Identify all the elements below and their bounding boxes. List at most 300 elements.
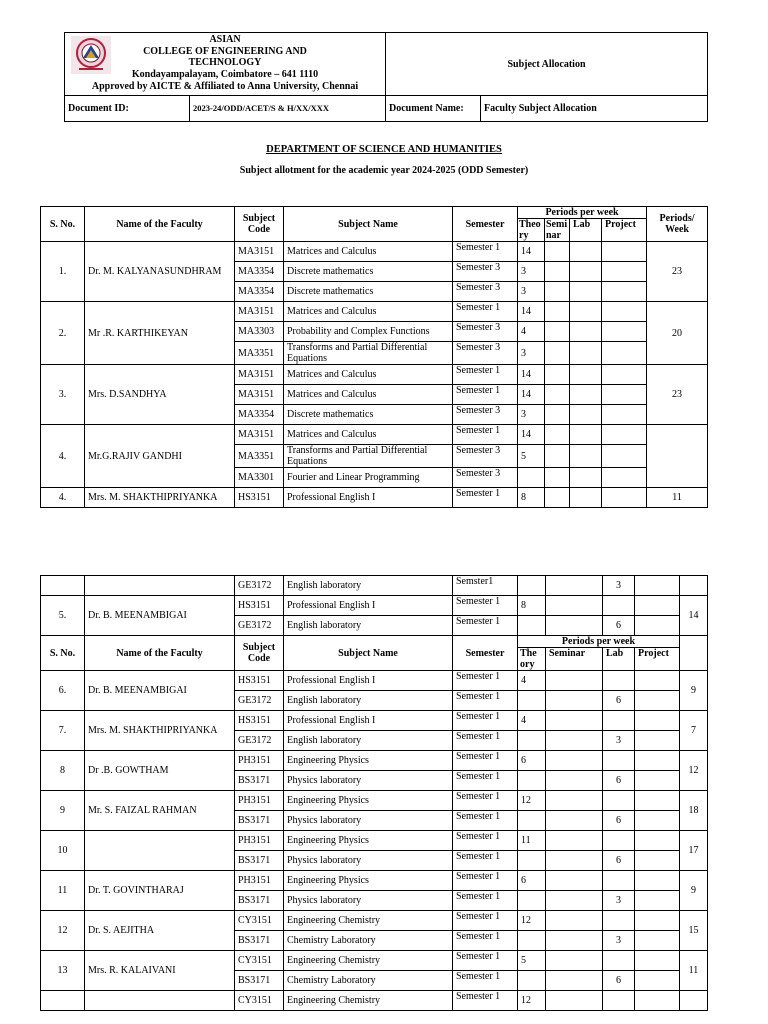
lab-periods: 6: [603, 971, 635, 991]
subject-name: Engineering Chemistry: [284, 991, 453, 1011]
faculty-name: Dr. B. MEENAMBIGAI: [85, 596, 235, 636]
project-periods: [602, 342, 647, 365]
table-row: [41, 791, 708, 811]
semester: Semester 3: [453, 405, 518, 425]
col-periods: Periods per week: [518, 207, 647, 219]
lab-periods: [603, 831, 635, 851]
subject-code: MA3303: [235, 322, 284, 342]
total-periods: [680, 576, 708, 596]
col-theory: The ory: [518, 648, 546, 671]
project-periods: [635, 731, 680, 751]
lab-periods: 6: [603, 691, 635, 711]
subject-name: Discrete mathematics: [284, 405, 453, 425]
seminar-periods: [546, 951, 603, 971]
serial-number: [41, 991, 85, 1011]
subject-code: CY3151: [235, 911, 284, 931]
total-periods: 20: [647, 302, 708, 365]
project-periods: [635, 791, 680, 811]
project-periods: [635, 811, 680, 831]
doc-id-value: 2023-24/ODD/ACET/S & H/XX/XXX: [190, 96, 386, 122]
subject-code: GE3172: [235, 616, 284, 636]
col-subject: Subject Name: [284, 207, 453, 242]
lab-periods: [570, 445, 602, 468]
lab-periods: [570, 488, 602, 508]
semester: Semester 1: [453, 731, 518, 751]
subject-name: Transforms and Partial Differential Equations: [284, 342, 453, 365]
semester: Semester 1: [453, 791, 518, 811]
subject-code: GE3172: [235, 731, 284, 751]
project-periods: [635, 971, 680, 991]
theory-periods: [518, 576, 546, 596]
seminar-periods: [546, 851, 603, 871]
seminar-periods: [546, 811, 603, 831]
seminar-periods: [546, 616, 603, 636]
semester: Semester 1: [453, 242, 518, 262]
seminar-periods: [545, 262, 570, 282]
lab-periods: 3: [603, 931, 635, 951]
col-faculty: Name of the Faculty: [85, 207, 235, 242]
lab-periods: [603, 871, 635, 891]
lab-periods: 6: [603, 811, 635, 831]
lab-periods: [570, 405, 602, 425]
semester: Semester 1: [453, 931, 518, 951]
faculty-name: Mr.G.RAJIV GANDHI: [85, 425, 235, 488]
subject-code: MA3351: [235, 342, 284, 365]
faculty-name: [85, 991, 235, 1011]
lab-periods: [603, 991, 635, 1011]
semester: Semester 1: [453, 991, 518, 1011]
semester: Semester 1: [453, 302, 518, 322]
semester: Semester 1: [453, 385, 518, 405]
subject-code: CY3151: [235, 951, 284, 971]
semester: Semester 1: [453, 365, 518, 385]
theory-periods: [518, 731, 546, 751]
faculty-name: Mrs. R. KALAIVANI: [85, 951, 235, 991]
theory-periods: 4: [518, 322, 545, 342]
serial-number: 4.: [41, 425, 85, 488]
theory-periods: 8: [518, 488, 545, 508]
semester: Semester 3: [453, 322, 518, 342]
subject-name: Physics laboratory: [284, 851, 453, 871]
semester: Semester 1: [453, 616, 518, 636]
semester: Semester 1: [453, 911, 518, 931]
seminar-periods: [546, 596, 603, 616]
table-row: [41, 911, 708, 931]
project-periods: [635, 851, 680, 871]
theory-periods: [518, 851, 546, 871]
theory-periods: 4: [518, 711, 546, 731]
serial-number: 1.: [41, 242, 85, 302]
subject-code: PH3151: [235, 751, 284, 771]
serial-number: 4.: [41, 488, 85, 508]
seminar-periods: [546, 931, 603, 951]
faculty-name: [85, 576, 235, 596]
project-periods: [602, 445, 647, 468]
seminar-periods: [546, 751, 603, 771]
col-sno: S. No.: [41, 207, 85, 242]
college-line: Approved by AICTE & Affiliated to Anna University, Chennai: [91, 80, 359, 92]
col-code: Subject Code: [235, 636, 284, 671]
subject-code: HS3151: [235, 671, 284, 691]
lab-periods: [570, 302, 602, 322]
seminar-periods: [545, 282, 570, 302]
total-periods: 9: [680, 871, 708, 911]
faculty-name: Dr. M. KALYANASUNDHRAM: [85, 242, 235, 302]
seminar-periods: [546, 576, 603, 596]
theory-periods: 6: [518, 751, 546, 771]
total-periods: 14: [680, 596, 708, 636]
lab-periods: [603, 791, 635, 811]
subject-name: Fourier and Linear Programming: [284, 468, 453, 488]
lab-periods: 3: [603, 576, 635, 596]
lab-periods: [570, 468, 602, 488]
subject-name: Transforms and Partial Differential Equations: [284, 445, 453, 468]
subject-code: MA3354: [235, 262, 284, 282]
theory-periods: 3: [518, 405, 545, 425]
subject-code: MA3354: [235, 282, 284, 302]
faculty-name: Dr. B. MEENAMBIGAI: [85, 671, 235, 711]
document-header: [64, 32, 708, 122]
seminar-periods: [545, 425, 570, 445]
semester: Semester 1: [453, 691, 518, 711]
subject-code: HS3151: [235, 596, 284, 616]
project-periods: [602, 425, 647, 445]
total-periods: 15: [680, 911, 708, 951]
project-periods: [635, 576, 680, 596]
subject-name: Engineering Physics: [284, 831, 453, 851]
col-sno: S. No.: [41, 636, 85, 671]
semester: Semester 3: [453, 342, 518, 365]
col-theory: Theory: [518, 219, 545, 242]
subject-allocation-title: Subject Allocation: [386, 33, 708, 96]
table-row: [41, 576, 708, 596]
lab-periods: 6: [603, 851, 635, 871]
seminar-periods: [546, 711, 603, 731]
seminar-periods: [545, 385, 570, 405]
lab-periods: 6: [603, 771, 635, 791]
theory-periods: [518, 811, 546, 831]
lab-periods: [603, 751, 635, 771]
col-total: Periods/ Week: [647, 207, 708, 242]
theory-periods: 14: [518, 385, 545, 405]
subject-code: GE3172: [235, 576, 284, 596]
subject-name: Chemistry Laboratory: [284, 931, 453, 951]
subject-code: BS3171: [235, 971, 284, 991]
theory-periods: 3: [518, 342, 545, 365]
subject-code: MA3151: [235, 425, 284, 445]
subject-code: MA3351: [235, 445, 284, 468]
theory-periods: 14: [518, 302, 545, 322]
serial-number: 6.: [41, 671, 85, 711]
subject-code: HS3151: [235, 488, 284, 508]
subject-code: BS3171: [235, 891, 284, 911]
semester: Semester 1: [453, 951, 518, 971]
table-row: [41, 596, 708, 616]
project-periods: [635, 991, 680, 1011]
theory-periods: 6: [518, 871, 546, 891]
project-periods: [635, 951, 680, 971]
total-periods: 18: [680, 791, 708, 831]
subject-code: MA3151: [235, 365, 284, 385]
semester: Semester 1: [453, 971, 518, 991]
col-project: Project: [635, 648, 680, 671]
subject-name: Professional English I: [284, 671, 453, 691]
theory-periods: [518, 971, 546, 991]
project-periods: [635, 771, 680, 791]
seminar-periods: [545, 365, 570, 385]
college-line: COLLEGE OF ENGINEERING AND: [143, 45, 307, 57]
table-row: [41, 488, 708, 508]
lab-periods: [570, 282, 602, 302]
semester: Semester 1: [453, 425, 518, 445]
theory-periods: 3: [518, 262, 545, 282]
semester: Semester 1: [453, 671, 518, 691]
table-row: [41, 242, 708, 262]
table-row: [41, 831, 708, 851]
project-periods: [635, 711, 680, 731]
subject-name: Engineering Physics: [284, 751, 453, 771]
subject-name: Matrices and Calculus: [284, 385, 453, 405]
project-periods: [635, 671, 680, 691]
semester: Semester 3: [453, 282, 518, 302]
project-periods: [602, 385, 647, 405]
project-periods: [602, 468, 647, 488]
serial-number: 2.: [41, 302, 85, 365]
faculty-name: [85, 831, 235, 871]
col-seminar: Seminar: [545, 219, 570, 242]
subject-code: GE3172: [235, 691, 284, 711]
col-subject: Subject Name: [284, 636, 453, 671]
lab-periods: [570, 322, 602, 342]
seminar-periods: [545, 342, 570, 365]
col-lab: Lab: [603, 648, 635, 671]
table-row: [41, 711, 708, 731]
col-code: Subject Code: [235, 207, 284, 242]
doc-name-label: Document Name:: [386, 96, 481, 122]
subject-name: Physics laboratory: [284, 771, 453, 791]
semester: Semester 1: [453, 831, 518, 851]
seminar-periods: [546, 911, 603, 931]
college-line: ASIAN: [209, 34, 241, 45]
subject-code: HS3151: [235, 711, 284, 731]
serial-number: 13: [41, 951, 85, 991]
total-periods: 23: [647, 242, 708, 302]
semester: Semester 1: [453, 488, 518, 508]
subject-code: BS3171: [235, 771, 284, 791]
lab-periods: [570, 365, 602, 385]
total-periods: 7: [680, 711, 708, 751]
subject-code: PH3151: [235, 871, 284, 891]
table-row: [41, 302, 708, 322]
total-periods: 9: [680, 671, 708, 711]
subject-name: Professional English I: [284, 488, 453, 508]
subject-name: Matrices and Calculus: [284, 365, 453, 385]
project-periods: [635, 831, 680, 851]
seminar-periods: [545, 488, 570, 508]
subject-name: Chemistry Laboratory: [284, 971, 453, 991]
project-periods: [635, 751, 680, 771]
subject-code: MA3354: [235, 405, 284, 425]
col-semester: Semester: [453, 207, 518, 242]
seminar-periods: [545, 322, 570, 342]
lab-periods: [603, 711, 635, 731]
allocation-table-2: [40, 575, 708, 1011]
subject-code: PH3151: [235, 831, 284, 851]
lab-periods: 3: [603, 731, 635, 751]
subject-code: MA3151: [235, 302, 284, 322]
subject-name: English laboratory: [284, 616, 453, 636]
total-periods: 11: [680, 951, 708, 991]
theory-periods: 11: [518, 831, 546, 851]
total-periods: 11: [647, 488, 708, 508]
project-periods: [635, 691, 680, 711]
seminar-periods: [546, 831, 603, 851]
theory-periods: [518, 468, 545, 488]
subject-name: Physics laboratory: [284, 811, 453, 831]
seminar-periods: [546, 771, 603, 791]
project-periods: [602, 405, 647, 425]
total-periods: [680, 991, 708, 1011]
seminar-periods: [546, 731, 603, 751]
semester: Semester 3: [453, 262, 518, 282]
table-row: [41, 365, 708, 385]
theory-periods: 12: [518, 991, 546, 1011]
lab-periods: [570, 262, 602, 282]
col-periods: Periods per week: [518, 636, 680, 648]
semester: Semester 1: [453, 771, 518, 791]
subject-name: Professional English I: [284, 596, 453, 616]
total-periods: 17: [680, 831, 708, 871]
theory-periods: 4: [518, 671, 546, 691]
project-periods: [635, 596, 680, 616]
lab-periods: [603, 911, 635, 931]
faculty-name: Dr. S. AEJITHA: [85, 911, 235, 951]
semester: Semester 1: [453, 751, 518, 771]
subject-name: Probability and Complex Functions: [284, 322, 453, 342]
theory-periods: 12: [518, 791, 546, 811]
semester: Semester 1: [453, 851, 518, 871]
project-periods: [602, 282, 647, 302]
col-project: Project: [602, 219, 647, 242]
theory-periods: [518, 891, 546, 911]
subject-code: MA3301: [235, 468, 284, 488]
theory-periods: 5: [518, 951, 546, 971]
serial-number: 9: [41, 791, 85, 831]
subject-name: Professional English I: [284, 711, 453, 731]
col-semester: Semester: [453, 636, 518, 671]
col-seminar: Seminar: [546, 648, 603, 671]
college-info: [65, 34, 385, 93]
subject-name: Discrete mathematics: [284, 262, 453, 282]
project-periods: [635, 931, 680, 951]
project-periods: [635, 616, 680, 636]
lab-periods: [570, 385, 602, 405]
semester: Semester 3: [453, 468, 518, 488]
doc-name-value: Faculty Subject Allocation: [481, 96, 708, 122]
seminar-periods: [546, 671, 603, 691]
project-periods: [602, 242, 647, 262]
seminar-periods: [546, 971, 603, 991]
theory-periods: [518, 616, 546, 636]
table-row: [41, 991, 708, 1011]
seminar-periods: [546, 991, 603, 1011]
lab-periods: 6: [603, 616, 635, 636]
seminar-periods: [545, 445, 570, 468]
project-periods: [635, 891, 680, 911]
col-faculty: Name of the Faculty: [85, 636, 235, 671]
semester: Semester 1: [453, 711, 518, 731]
theory-periods: [518, 691, 546, 711]
subject-code: MA3151: [235, 242, 284, 262]
table-row: [41, 751, 708, 771]
project-periods: [602, 262, 647, 282]
theory-periods: 14: [518, 242, 545, 262]
department-title: DEPARTMENT OF SCIENCE AND HUMANITIES: [266, 144, 502, 155]
subject-code: BS3171: [235, 811, 284, 831]
subject-name: Discrete mathematics: [284, 282, 453, 302]
project-periods: [635, 871, 680, 891]
college-line: Kondayampalayam, Coimbatore – 641 1110: [131, 69, 319, 81]
seminar-periods: [545, 302, 570, 322]
college-cell: [65, 33, 386, 96]
project-periods: [602, 302, 647, 322]
theory-periods: 5: [518, 445, 545, 468]
subject-name: Matrices and Calculus: [284, 425, 453, 445]
subject-name: Engineering Chemistry: [284, 911, 453, 931]
subject-name: English laboratory: [284, 731, 453, 751]
faculty-name: Mrs. D.SANDHYA: [85, 365, 235, 425]
theory-periods: [518, 771, 546, 791]
subject-code: MA3151: [235, 385, 284, 405]
project-periods: [602, 488, 647, 508]
table-row: [41, 951, 708, 971]
subject-name: Matrices and Calculus: [284, 302, 453, 322]
serial-number: 11: [41, 871, 85, 911]
serial-number: 12: [41, 911, 85, 951]
theory-periods: 14: [518, 365, 545, 385]
allocation-table-1: [40, 206, 708, 508]
serial-number: 3.: [41, 365, 85, 425]
lab-periods: [603, 596, 635, 616]
subject-name: Engineering Physics: [284, 791, 453, 811]
project-periods: [602, 365, 647, 385]
col-total-empty: [680, 636, 708, 671]
total-periods: 23: [647, 365, 708, 425]
lab-periods: [570, 242, 602, 262]
doc-id-label: Document ID:: [65, 96, 190, 122]
seminar-periods: [545, 242, 570, 262]
faculty-name: Dr. T. GOVINTHARAJ: [85, 871, 235, 911]
table-row: [41, 871, 708, 891]
subject-code: BS3171: [235, 931, 284, 951]
seminar-periods: [545, 405, 570, 425]
col-lab: Lab: [570, 219, 602, 242]
semester: Semester 1: [453, 891, 518, 911]
subject-name: English laboratory: [284, 576, 453, 596]
semester: Semster1: [453, 576, 518, 596]
subject-name: Engineering Chemistry: [284, 951, 453, 971]
subject-code: BS3171: [235, 851, 284, 871]
semester: Semester 1: [453, 871, 518, 891]
faculty-name: Mrs. M. SHAKTHIPRIYANKA: [85, 711, 235, 751]
serial-number: 5.: [41, 596, 85, 636]
project-periods: [602, 322, 647, 342]
allotment-subtitle: Subject allotment for the academic year 2024-2025 (ODD Semester): [239, 165, 529, 176]
lab-periods: [570, 425, 602, 445]
theory-periods: 3: [518, 282, 545, 302]
faculty-name: Mr .R. KARTHIKEYAN: [85, 302, 235, 365]
subject-name: Physics laboratory: [284, 891, 453, 911]
